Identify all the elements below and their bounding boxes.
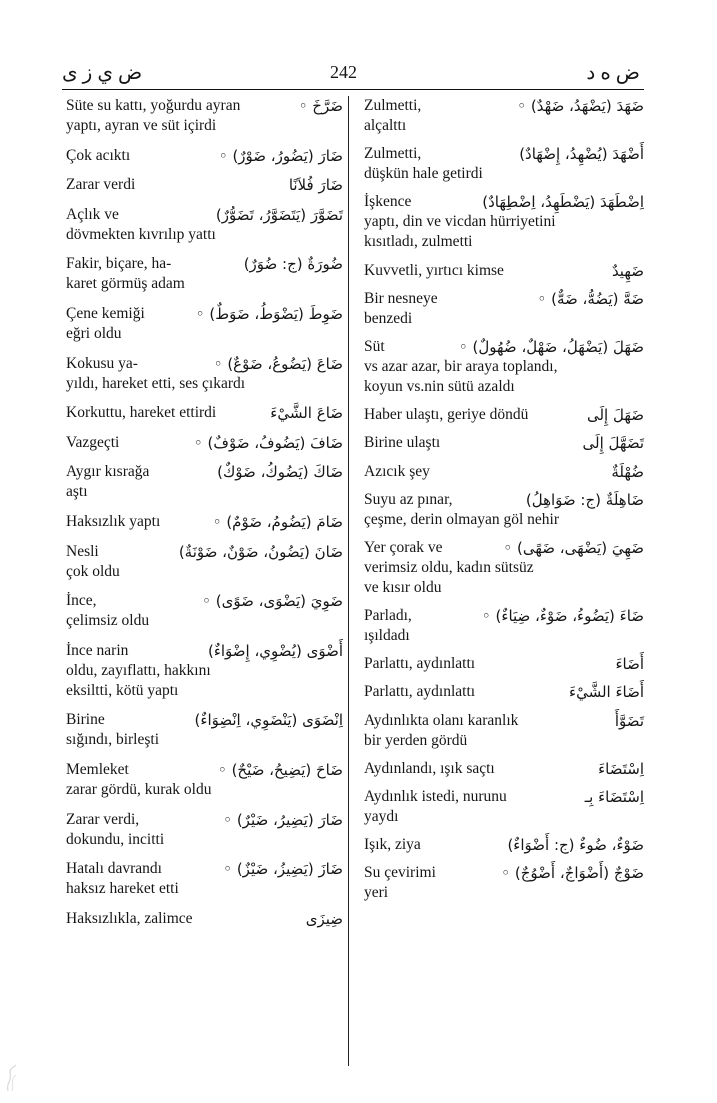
- dictionary-entry: [364, 433, 644, 453]
- entry-meaning: Birine ulaştı: [364, 434, 441, 452]
- entry-arabic-headword: تَضَوَّرَ (يَتَضَوَّرُ، تَضَوُّرٌ): [215, 205, 343, 224]
- entry-meaning: Kuvvetli, yırtıcı kimse: [364, 261, 504, 279]
- entry-first-line: [66, 146, 343, 166]
- entry-meaning: Açlık ve: [66, 205, 119, 223]
- entry-meaning: Süt: [364, 337, 385, 355]
- entry-first-line: [364, 654, 644, 674]
- entry-meaning: yaptı, ayran ve süt içirdi: [66, 117, 217, 134]
- entry-meaning: Aygır kısrağa: [66, 463, 150, 481]
- entry-arabic-headword: تَضَهَّلَ إِلَى: [582, 434, 644, 453]
- entry-arabic-headword: ضَامَ (يَضُومُ، ضَوْمٌ) ◦: [212, 512, 343, 531]
- entry-continuation-line: [364, 883, 644, 903]
- dictionary-entry: [364, 606, 644, 646]
- dictionary-entry: [364, 289, 644, 329]
- entry-meaning: kısıtladı, zulmetti: [364, 233, 473, 251]
- entry-first-line: [66, 710, 343, 730]
- entry-meaning: Suyu az pınar,: [364, 490, 453, 508]
- entry-meaning: Yer çorak ve: [364, 538, 443, 556]
- entry-meaning: düşkün hale getirdi: [364, 165, 483, 183]
- entry-first-line: [364, 192, 644, 212]
- entry-arabic-headword: أَضَاءَ: [615, 655, 644, 674]
- entry-first-line: [364, 787, 644, 807]
- entry-first-line: [364, 462, 644, 482]
- entry-meaning: Kokusu ya-: [66, 354, 138, 372]
- entry-meaning: karet görmüş adam: [66, 275, 185, 293]
- entry-arabic-headword: اِضْطَهَدَ (يَضْطَهِدُ، اِضْطِهَادٌ): [482, 193, 644, 212]
- entry-meaning: alçalttı: [364, 117, 407, 134]
- entry-continuation-line: [364, 626, 644, 646]
- dictionary-entry: [66, 433, 343, 453]
- left-column: [66, 96, 343, 938]
- entry-first-line: [66, 96, 343, 116]
- entry-first-line: [364, 538, 644, 558]
- entry-continuation-line: [66, 879, 343, 899]
- dictionary-entry: [364, 490, 644, 530]
- entry-continuation-line: [364, 232, 644, 252]
- entry-arabic-headword: ضَهَدَ (يَضْهَدُ، ضَهْدٌ) ◦: [517, 97, 644, 115]
- entry-meaning: çok oldu: [66, 562, 120, 580]
- entry-meaning: ışıldadı: [364, 627, 410, 645]
- entry-arabic-headword: ضَوْجٌ (أَضْوَاجٌ، أَضْوُجٌ) ◦: [501, 864, 644, 883]
- entry-continuation-line: [66, 116, 343, 136]
- dictionary-entry: [66, 591, 343, 631]
- dictionary-entry: [364, 261, 644, 281]
- entry-meaning: yaydı: [364, 808, 399, 825]
- entry-meaning: Vazgeçti: [66, 433, 120, 451]
- entry-arabic-headword: ضَارَ (يَضِيرُ، ضَيْرٌ) ◦: [223, 810, 343, 829]
- entry-meaning: İnce,: [66, 592, 97, 610]
- entry-meaning: aştı: [66, 483, 88, 501]
- entry-arabic-headword: ضَاعَ الشَّيْءَ: [270, 404, 343, 423]
- entry-meaning: Işık, ziya: [364, 836, 421, 854]
- entry-continuation-line: [364, 578, 644, 598]
- dictionary-entry: [364, 96, 644, 136]
- entry-continuation-line: [364, 116, 644, 136]
- right-column: [364, 96, 644, 912]
- dictionary-entry: [364, 863, 644, 903]
- entry-first-line: [66, 175, 343, 195]
- entry-first-line: [66, 462, 343, 482]
- entry-first-line: [66, 433, 343, 453]
- dictionary-entry: [66, 859, 343, 899]
- entry-meaning: çeşme, derin olmayan göl nehir: [364, 510, 559, 528]
- entry-continuation-line: [66, 830, 343, 850]
- dictionary-entry: [364, 192, 644, 252]
- dictionary-entry: [66, 542, 343, 582]
- entry-arabic-headword: اِسْتَضَاءَ: [598, 759, 644, 778]
- dictionary-entry: [66, 909, 343, 929]
- entry-meaning: Zulmetti,: [364, 97, 422, 114]
- entry-first-line: [364, 711, 644, 731]
- entry-arabic-headword: ضَوِطَ (يَضْوَطُ، ضَوَطٌ) ◦: [195, 304, 343, 323]
- page-number: 242: [330, 62, 357, 82]
- dictionary-entry: [66, 710, 343, 750]
- entry-arabic-headword: ضَرَّخَ ◦: [298, 97, 343, 115]
- entry-first-line: [364, 682, 644, 702]
- entry-continuation-line: [66, 730, 343, 750]
- entry-meaning: Birine: [66, 711, 105, 729]
- entry-continuation-line: [364, 164, 644, 184]
- entry-first-line: [66, 512, 343, 532]
- entry-meaning: oldu, zayıflattı, hakkını: [66, 661, 211, 679]
- page-header: [62, 60, 644, 88]
- entry-arabic-headword: ضَهَّ (يَضُهُّ، ضَهٌّ) ◦: [537, 289, 644, 308]
- dictionary-entry: [364, 462, 644, 482]
- entry-first-line: [66, 641, 343, 661]
- entry-first-line: [364, 433, 644, 453]
- entry-arabic-headword: ضَهِيدٌ: [611, 261, 644, 280]
- entry-arabic-headword: أَضْوَى (يُضْوِي، إِضْوَاءٌ): [207, 641, 343, 660]
- entry-continuation-line: [66, 324, 343, 344]
- dictionary-entry: [66, 175, 343, 195]
- entry-first-line: [66, 859, 343, 879]
- dictionary-entry: [66, 403, 343, 423]
- entry-meaning: vs azar azar, bir araya toplandı,: [364, 357, 558, 375]
- dictionary-entry: [66, 512, 343, 532]
- entry-arabic-headword: ضَاحَ (يَضِيحُ، ضَيْحٌ) ◦: [217, 760, 343, 779]
- entry-continuation-line: [66, 681, 343, 701]
- dictionary-entry: [66, 462, 343, 502]
- entry-meaning: dokundu, incitti: [66, 830, 165, 848]
- column-divider: [348, 96, 349, 1066]
- entry-meaning: Korkuttu, hareket ettirdi: [66, 404, 217, 422]
- entry-first-line: [66, 403, 343, 423]
- entry-first-line: [66, 542, 343, 562]
- header-left-letters: ض ي ز ى: [62, 62, 143, 84]
- entry-meaning: Hatalı davrandı: [66, 860, 162, 878]
- dictionary-entry: [66, 96, 343, 136]
- entry-meaning: Fakir, biçare, ha-: [66, 255, 172, 273]
- entry-meaning: İnce narin: [66, 641, 129, 659]
- entry-meaning: Aydınlık istedi, nurunu: [364, 788, 507, 805]
- dictionary-entry: [66, 205, 343, 245]
- entry-meaning: Haber ulaştı, geriye döndü: [364, 406, 529, 424]
- dictionary-entry: [66, 641, 343, 701]
- entry-arabic-headword: ضَاءَ (يَضُوءُ، ضَوْءٌ، ضِيَاءٌ) ◦: [481, 607, 644, 626]
- entry-arabic-headword: ضَارَ فُلاَنًا: [288, 176, 343, 195]
- entry-meaning: yaptı, din ve vicdan hürriyetini: [364, 213, 556, 231]
- entry-arabic-headword: ضَوِيَ (يَضْوَى، ضَوًى) ◦: [202, 592, 343, 611]
- entry-meaning: koyun vs.nin sütü azaldı: [364, 377, 515, 395]
- entry-continuation-line: [66, 562, 343, 582]
- entry-meaning: İşkence: [364, 193, 412, 211]
- dictionary-entry: [364, 759, 644, 779]
- entry-meaning: Zarar verdi,: [66, 810, 140, 828]
- entry-meaning: Nesli: [66, 542, 99, 560]
- entry-meaning: Çok acıktı: [66, 146, 131, 164]
- entry-meaning: dövmekten kıvrılıp yattı: [66, 225, 216, 243]
- entry-arabic-headword: ضِيزَى: [305, 909, 343, 928]
- entry-first-line: [66, 591, 343, 611]
- dictionary-entry: [364, 144, 644, 184]
- entry-first-line: [364, 490, 644, 510]
- entry-meaning: Zulmetti,: [364, 145, 422, 163]
- entry-meaning: benzedi: [364, 309, 413, 327]
- entry-first-line: [364, 835, 644, 855]
- entry-continuation-line: [66, 780, 343, 800]
- dictionary-entry: [364, 337, 644, 397]
- entry-continuation-line: [66, 374, 343, 394]
- entry-meaning: eğri oldu: [66, 324, 122, 342]
- entry-meaning: zarar gördü, kurak oldu: [66, 780, 212, 798]
- entry-meaning: eksiltti, kötü yaptı: [66, 681, 179, 699]
- entry-arabic-headword: أَضَاءَ الشَّيْءَ: [569, 683, 644, 702]
- dictionary-entry: [364, 787, 644, 827]
- entry-meaning: Süte su kattı, yoğurdu ayran: [66, 97, 241, 114]
- entry-arabic-headword: ضَازَ (يَضِيزُ، ضَيْزٌ) ◦: [223, 860, 343, 879]
- dictionary-entry: [364, 711, 644, 751]
- entry-continuation-line: [66, 661, 343, 681]
- entry-arabic-headword: ضَاعَ (يَضُوعُ، ضَوْعٌ) ◦: [213, 354, 343, 373]
- entry-arabic-headword: ضَاكَ (يَضُوكُ، ضَوْكٌ): [217, 463, 343, 482]
- entry-continuation-line: [66, 274, 343, 294]
- entry-continuation-line: [364, 731, 644, 751]
- entry-arabic-headword: ضَوْءٌ، ضُوءٌ (ج: أَضْوَاءٌ): [507, 836, 644, 855]
- entry-first-line: [364, 759, 644, 779]
- entry-meaning: Parlattı, aydınlattı: [364, 683, 476, 701]
- entry-meaning: Haksızlıkla, zalimce: [66, 909, 193, 927]
- corner-scan-mark: [4, 1063, 22, 1093]
- entry-first-line: [66, 909, 343, 929]
- dictionary-entry: [364, 405, 644, 425]
- entry-arabic-headword: ضَهَلَ إِلَى: [586, 406, 644, 425]
- header-rule: [62, 89, 644, 90]
- entry-first-line: [364, 337, 644, 357]
- entry-arabic-headword: ضَاهِلَةٌ (ج: ضَوَاهِلُ): [525, 490, 644, 509]
- dictionary-entry: [364, 682, 644, 702]
- entry-continuation-line: [66, 482, 343, 502]
- entry-arabic-headword: ضَانَ (يَضُونُ، ضَوْنٌ، ضَوْنَةٌ): [178, 542, 343, 561]
- entry-meaning: Bir nesneye: [364, 289, 438, 307]
- entry-arabic-headword: تَضَوَّأَ: [614, 711, 644, 730]
- entry-first-line: [66, 304, 343, 324]
- entry-arabic-headword: ضُهْلَةٌ: [611, 462, 644, 481]
- entry-continuation-line: [66, 611, 343, 631]
- entry-meaning: Parlattı, aydınlattı: [364, 655, 476, 673]
- entry-meaning: çelimsiz oldu: [66, 612, 150, 630]
- entry-first-line: [364, 261, 644, 281]
- entry-first-line: [66, 205, 343, 225]
- entry-continuation-line: [364, 558, 644, 578]
- entry-continuation-line: [364, 377, 644, 397]
- dictionary-entry: [66, 354, 343, 394]
- dictionary-entry: [66, 810, 343, 850]
- entry-arabic-headword: اِسْتَضَاءَ بِـ: [584, 788, 644, 806]
- entry-arabic-headword: أَضْهَدَ (يُضْهِدُ، إِضْهَادٌ): [519, 145, 644, 164]
- entry-meaning: Aydınlıkta olanı karanlık: [364, 711, 519, 729]
- entry-meaning: Aydınlandı, ışık saçtı: [364, 759, 495, 777]
- entry-first-line: [364, 289, 644, 309]
- entry-arabic-headword: ضَافَ (يَضُوفُ، ضَوْفٌ) ◦: [193, 433, 343, 452]
- entry-continuation-line: [364, 309, 644, 329]
- entry-first-line: [364, 405, 644, 425]
- entry-arabic-headword: ضُورَةٌ (ج: ضُوَرٌ): [243, 255, 343, 274]
- dictionary-entry: [364, 538, 644, 598]
- entry-meaning: sığındı, birleşti: [66, 731, 159, 749]
- entry-meaning: Haksızlık yaptı: [66, 512, 161, 530]
- header-right-letters: ض ه د: [586, 62, 640, 84]
- entry-meaning: Çene kemiği: [66, 304, 145, 322]
- dictionary-entry: [364, 835, 644, 855]
- entry-meaning: Parladı,: [364, 607, 412, 625]
- entry-first-line: [364, 606, 644, 626]
- entry-meaning: Memleket: [66, 760, 129, 778]
- entry-arabic-headword: ضَهِيَ (يَضْهَى، ضَهًى) ◦: [503, 538, 644, 557]
- entry-meaning: bir yerden gördü: [364, 731, 468, 749]
- dictionary-entry: [66, 760, 343, 800]
- entry-meaning: yeri: [364, 884, 389, 902]
- dictionary-entry: [364, 654, 644, 674]
- entry-first-line: [66, 354, 343, 374]
- entry-meaning: haksız hareket etti: [66, 880, 179, 898]
- entry-arabic-headword: ضَهَلَ (يَضْهَلُ، ضَهْلٌ، ضُهُولٌ) ◦: [458, 337, 644, 356]
- entry-meaning: verimsiz oldu, kadın sütsüz: [364, 558, 534, 576]
- entry-continuation-line: [66, 225, 343, 245]
- dictionary-entry: [66, 146, 343, 166]
- entry-first-line: [66, 810, 343, 830]
- entry-first-line: [364, 863, 644, 883]
- entry-first-line: [364, 96, 644, 116]
- dictionary-entry: [66, 304, 343, 344]
- entry-meaning: Azıcık şey: [364, 462, 430, 480]
- entry-first-line: [364, 144, 644, 164]
- entry-continuation-line: [364, 357, 644, 377]
- entry-first-line: [66, 254, 343, 274]
- entry-meaning: ve kısır oldu: [364, 578, 442, 596]
- entry-continuation-line: [364, 510, 644, 530]
- entry-arabic-headword: اِنْضَوَى (يَنْضَوِي، اِنْضِوَاءٌ): [194, 711, 343, 730]
- entry-first-line: [66, 760, 343, 780]
- entry-meaning: Su çevirimi: [364, 864, 436, 882]
- dictionary-entry: [66, 254, 343, 294]
- entry-arabic-headword: ضَارَ (يَضُورُ، ضَوْرٌ) ◦: [218, 146, 343, 165]
- entry-continuation-line: [364, 807, 644, 827]
- entry-meaning: yıldı, hareket etti, ses çıkardı: [66, 374, 246, 392]
- entry-continuation-line: [364, 212, 644, 232]
- entry-meaning: Zarar verdi: [66, 176, 136, 194]
